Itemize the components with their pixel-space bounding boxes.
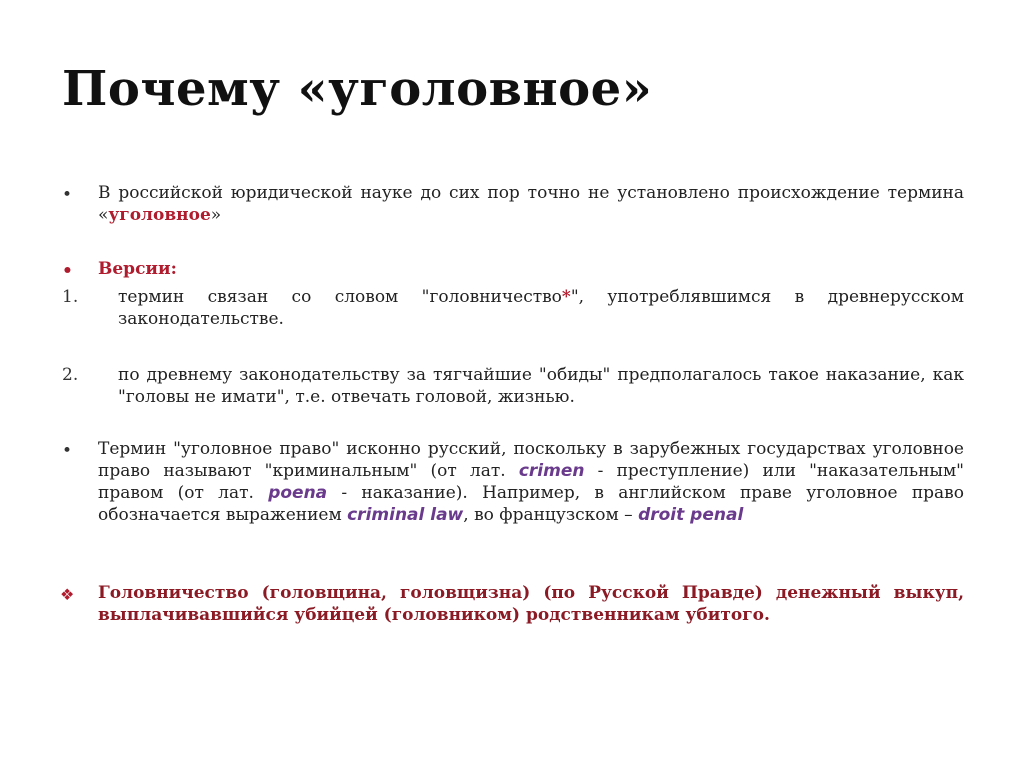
- intro-paragraph: [98, 182, 964, 226]
- origin-text-3: - наказание). Например, в английском праве уголовное право обозначается выражением: [98, 483, 964, 525]
- diamond-bullet-icon: ❖: [60, 585, 75, 604]
- origin-text-1: Термин "уголовное право" исконно русский, поскольку в зарубежных государствах уголовное право называют "криминальным" (от лат.: [98, 439, 964, 481]
- latin-term-crimen: crimen: [518, 461, 585, 481]
- slide-title: Почему «уголовное»: [62, 61, 653, 117]
- version-1-text: термин связан со словом "головничество: [118, 287, 562, 307]
- term-droit-penal: droit penal: [638, 505, 744, 525]
- versions-heading: Версии:: [98, 259, 177, 279]
- intro-highlight: уголовное: [108, 205, 211, 225]
- latin-term-poena: poena: [268, 483, 328, 503]
- bullet-marker: •: [62, 185, 73, 205]
- footnote-asterisk: *: [561, 287, 571, 307]
- version-item-2: по древнему законодательству за тягчайшие "обиды" предполагалось такое наказание, как "головы не имати", т.е. отвечать головой, жизнью.: [118, 365, 964, 407]
- version-1-text-end: ", употреблявшимся в древнерусском законодательстве.: [118, 287, 964, 329]
- term-criminal-law: criminal law: [347, 505, 464, 525]
- footnote-paragraph: Головничество (головщина, головщизна) (по Русской Правде) денежный выкуп, выплачивавшийся убийцей (головником) родственникам убитого.: [98, 583, 964, 625]
- version-number-2: 2.: [62, 365, 79, 385]
- origin-text-2: - преступление) или "наказательным" правом (от лат.: [98, 461, 964, 503]
- origin-paragraph: [98, 438, 964, 526]
- versions-bullet: •: [62, 261, 73, 281]
- intro-text: В российской юридической науке до сих пор точно не установлено происхождение термина «: [98, 183, 964, 225]
- version-number-1: 1.: [62, 287, 79, 307]
- intro-text-end: »: [210, 205, 222, 225]
- version-item-1: [118, 286, 964, 330]
- origin-bullet: •: [62, 441, 73, 461]
- origin-text-4: , во французском –: [463, 505, 639, 525]
